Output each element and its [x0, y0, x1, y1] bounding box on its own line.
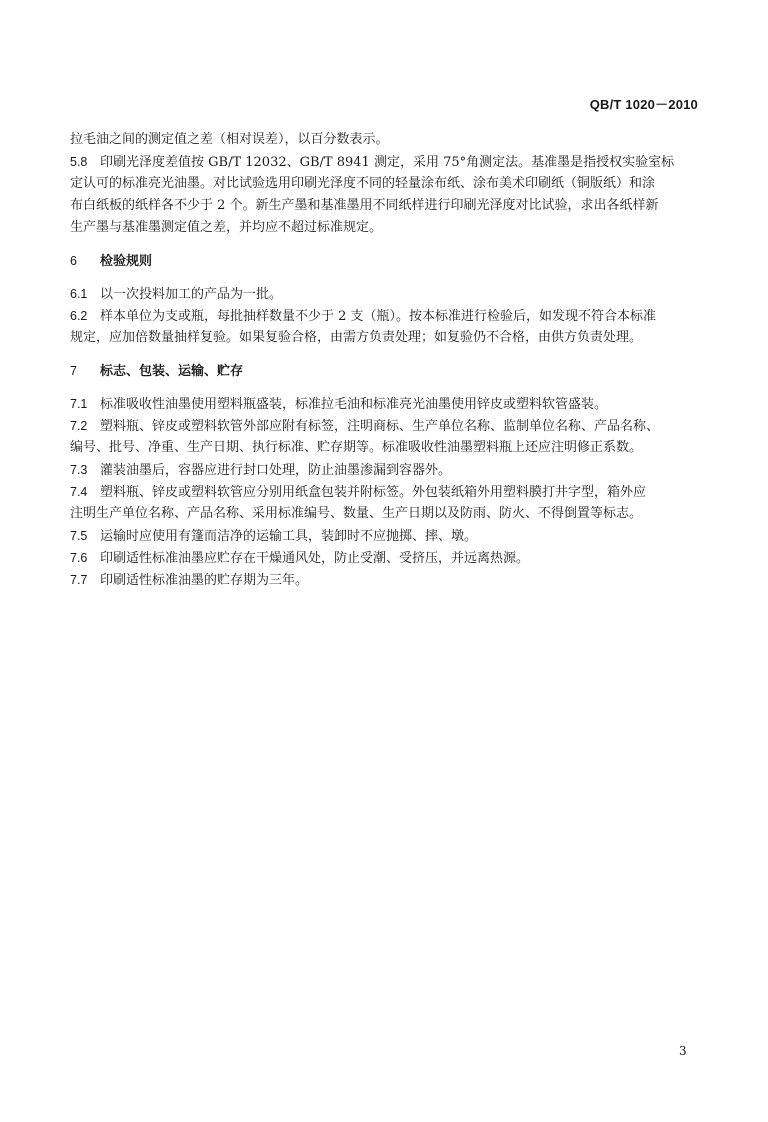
clause-text: 样本单位为支或瓶，每批抽样数量不少于 2 支（瓶）。按本标准进行检验后，如发现不符合本标准	[100, 309, 657, 324]
clause-line	[70, 547, 710, 569]
section-number: 6	[70, 254, 77, 268]
clause-number: 6.1	[70, 287, 88, 301]
clause-number: 7.7	[70, 573, 88, 587]
paragraph-line: 拉毛油之间的测定值之差（相对误差），以百分数表示。	[70, 132, 389, 147]
clause-number: 7.2	[70, 419, 88, 433]
clause-line	[70, 283, 710, 305]
clause-text: 灌装油墨后，容器应进行封口处理，防止油墨渗漏到容器外。	[100, 463, 452, 478]
section-title: 检验规则	[100, 254, 153, 269]
clause-line	[70, 459, 710, 481]
section-heading	[70, 360, 710, 382]
clause-line	[70, 569, 710, 591]
standard-code: QB/T 1020－2010	[589, 97, 698, 112]
clause-number: 5.8	[70, 155, 88, 169]
section-gap	[70, 272, 710, 283]
clause-number: 7.5	[70, 529, 88, 543]
clause-number: 7.3	[70, 463, 88, 477]
clause-text: 运输时应使用有篷而洁净的运输工具，装卸时不应抛掷、摔、墩。	[100, 529, 478, 544]
section-gap	[70, 349, 710, 360]
clause-line	[70, 305, 710, 327]
clause-text: 印刷光泽度差值按 GB/T 12032、GB/T 8941 测定，采用 75°角测定法。基准墨是指授权实验室标	[100, 155, 675, 170]
clause-text: 印刷适性标准油墨应贮存在干燥通风处，防止受潮、受挤压，并远离热源。	[100, 551, 530, 566]
clause-line	[70, 393, 710, 415]
clause-number: 7.4	[70, 485, 88, 499]
clause-line	[70, 481, 710, 503]
document-body	[70, 129, 710, 591]
section-number: 7	[70, 364, 77, 378]
clause-line	[70, 525, 710, 547]
page-number: 3	[679, 1044, 687, 1058]
clause-text: 塑料瓶、锌皮或塑料软管应分别用纸盒包装并附标签。外包装纸箱外用塑料膜打井字型，箱外应	[100, 485, 647, 500]
section-title: 标志、包装、运输、贮存	[100, 364, 244, 379]
clause-number: 7.1	[70, 397, 88, 411]
clause-number: 7.6	[70, 551, 88, 565]
clause-number: 6.2	[70, 309, 88, 323]
clause-line	[70, 415, 710, 437]
paragraph-line: 规定，应加倍数量抽样复验。如果复验合格，由需方负责处理；如复验仍不合格，由供方负责处理。	[70, 330, 643, 345]
paragraph-line: 注明生产单位名称、产品名称、采用标准编号、数量、生产日期以及防雨、防火、不得倒置等标志。	[70, 506, 643, 521]
clause-text: 以一次投料加工的产品为一批。	[100, 287, 283, 302]
clause-text: 塑料瓶、锌皮或塑料软管外部应附有标签，注明商标、生产单位名称、监制单位名称、产品名称、	[100, 419, 660, 434]
paragraph-line: 编号、批号、净重、生产日期、执行标准、贮存期等。标准吸收性油墨塑料瓶上还应注明修正系数。	[70, 440, 643, 455]
clause-text: 标准吸收性油墨使用塑料瓶盛装，标准拉毛油和标准亮光油墨使用锌皮或塑料软管盛装。	[100, 397, 608, 412]
paragraph-line: 定认可的标准亮光油墨。对比试验选用印刷光泽度不同的轻量涂布纸、涂布美术印刷纸（铜版纸）和涂	[70, 176, 656, 191]
clause-text: 印刷适性标准油墨的贮存期为三年。	[100, 573, 309, 588]
section-gap	[70, 382, 710, 393]
paragraph-line: 布白纸板的纸样各不少于 2 个。新生产墨和基准墨用不同纸样进行印刷光泽度对比试验，求出各纸样新	[70, 198, 659, 213]
paragraph-line: 生产墨与基准墨测定值之差，并均应不超过标准规定。	[70, 220, 383, 235]
clause-line	[70, 151, 710, 173]
section-gap	[70, 239, 710, 250]
section-heading	[70, 250, 710, 272]
